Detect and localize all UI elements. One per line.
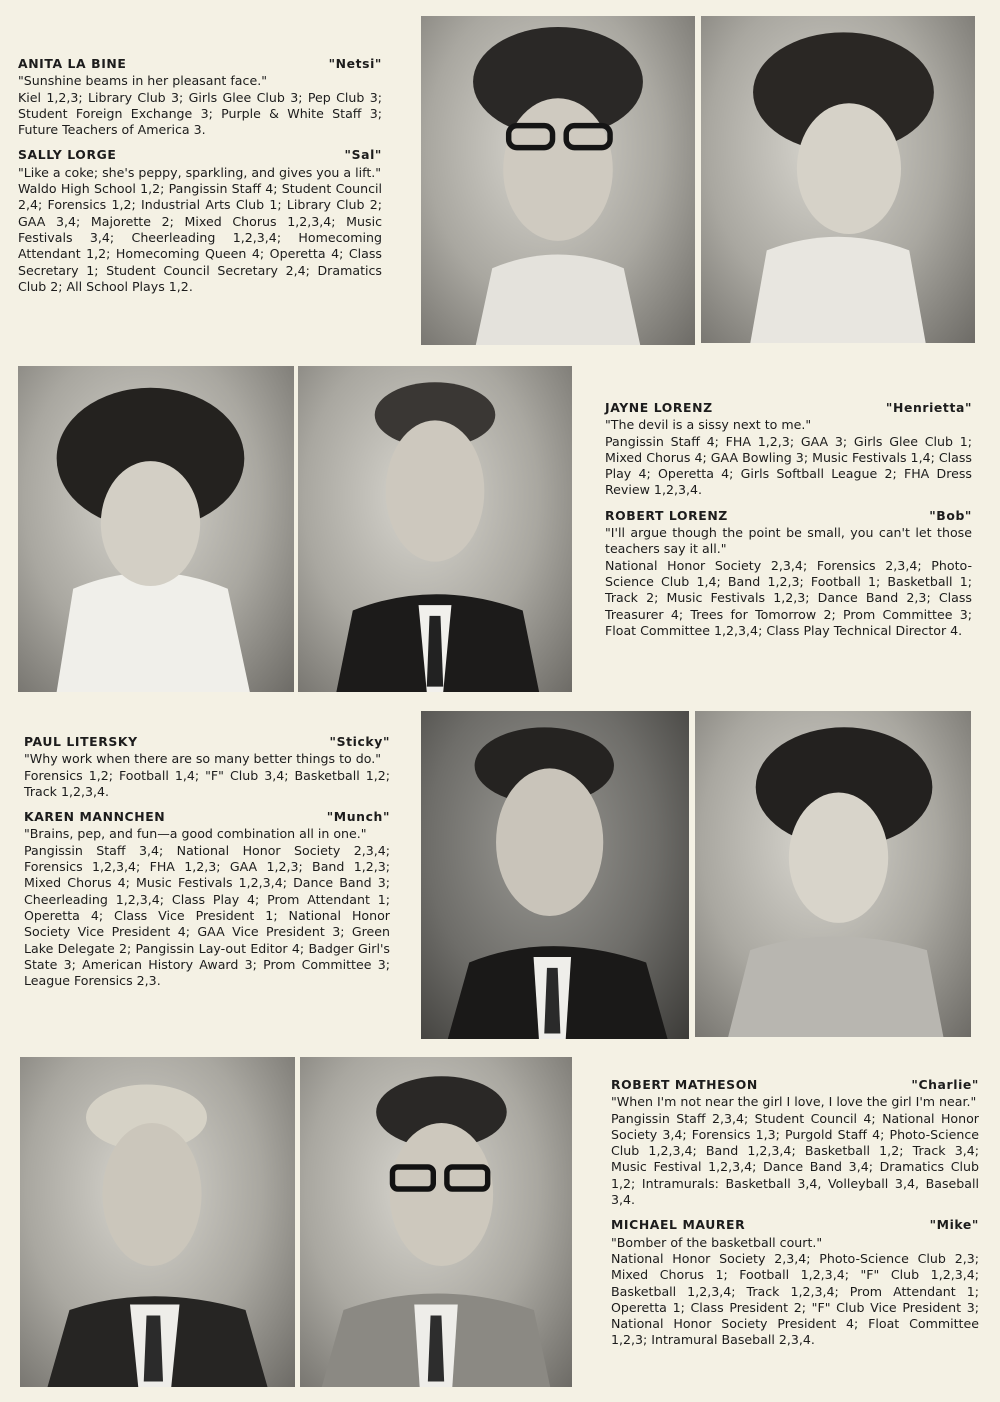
student-activities: Forensics 1,2; Football 1,4; "F" Club 3,4; Basketball 1,2; Track 1,2,3,4. (24, 767, 390, 799)
student-activities: Waldo High School 1,2; Pangissin Staff 4; Student Council 2,4; Forensics 1,2; Industrial Arts Club 1; Library Club 2; GAA 3,4; Majorette 2; Mixed Chorus 1,2,3,4; Music Festivals 3,4; Cheerleading 1,2,3,4; Homecoming Attendant 1,2; Homecoming Queen 4; Operetta 4; Class Secretary 1; Student Council Secretary 2,4; Dramatics Club 2; All School Plays 1,2. (18, 181, 382, 294)
student-entry-robert-matheson (611, 1077, 979, 1208)
student-name: ROBERT LORENZ (605, 507, 728, 523)
student-quote: "When I'm not near the girl I love, I love the girl I'm near." (611, 1094, 977, 1110)
student-nickname: "Munch" (326, 809, 390, 825)
student-activities: Kiel 1,2,3; Library Club 3; Girls Glee Club 3; Pep Club 3; Student Foreign Exchange 3; Purple & White Staff 3; Future Teachers of America 3. (18, 89, 382, 138)
text-block-4 (611, 1077, 979, 1358)
portrait-photo-robert-matheson (20, 1057, 295, 1387)
student-name: PAUL LITERSKY (24, 734, 138, 749)
student-nickname: "Henrietta" (885, 400, 972, 415)
text-block-2 (605, 400, 972, 648)
student-quote: "Brains, pep, and fun—a good combination all in one." (24, 826, 367, 842)
student-activities: Pangissin Staff 4; FHA 1,2,3; GAA 3; Girls Glee Club 1; Mixed Chorus 4; GAA Bowling 3; Music Festivals 1,4; Class Play 4; Operetta 4; Girls Softball League 2; FHA Dress Review 1,2,3,4. (605, 433, 972, 498)
portrait-photo-jayne-lorenz (18, 366, 294, 692)
text-block-3 (24, 734, 390, 998)
student-nickname: "Charlie" (911, 1077, 979, 1092)
student-nickname: "Bob" (929, 507, 972, 523)
student-nickname: "Sticky" (329, 734, 390, 749)
student-quote: "Like a coke; she's peppy, sparkling, and gives you a lift." (18, 164, 382, 180)
student-entry-michael-maurer (611, 1217, 979, 1348)
student-quote: "Sunshine beams in her pleasant face." (18, 73, 267, 89)
portrait-photo-sally-lorge (701, 16, 975, 343)
portrait-photo-paul-litersky (421, 711, 689, 1039)
student-name: MICHAEL MAURER (611, 1217, 746, 1233)
student-name: SALLY LORGE (18, 147, 117, 163)
student-name: KAREN MANNCHEN (24, 809, 166, 825)
student-activities: National Honor Society 2,3,4; Forensics 2,3,4; Photo-Science Club 1,4; Band 1,2,3; Football 1; Basketball 1; Track 2; Music Festivals 1,2,3; Dance Band 2,3; Class Treasurer 4; Trees for Tomorrow 2; Prom Committee 3; Float Committee 1,2,3,4; Class Play Technical Director 4. (605, 557, 972, 638)
student-name: ANITA LA BINE (18, 56, 127, 71)
student-nickname: "Sal" (344, 147, 382, 163)
student-activities: Pangissin Staff 2,3,4; Student Council 4; National Honor Society 3,4; Forensics 1,3; Purgold Staff 4; Photo-Science Club 1,2,3,4; Band 1,2,3,4; Basketball 1,2; Track 3,4; Music Festival 1,2,3,4; Dance Band 3,4; Dramatics Club 1,2; Intramurals: Basketball 3,4, Volleyball 3,4, Baseball 3,4. (611, 1110, 979, 1208)
student-name: JAYNE LORENZ (605, 400, 713, 415)
student-activities: Pangissin Staff 3,4; National Honor Society 2,3,4; Forensics 1,2,3,4; FHA 1,2,3; GAA 1,2,3; Band 1,2,3; Mixed Chorus 4; Music Festivals 1,2,3,4; Dance Band 3; Cheerleading 1,2,3,4; Class Play 4; Prom Attendant 1; Operetta 4; Class Vice President 1; National Honor Society Vice President 4; GAA Vice President 3; Green Lake Delegate 2; Pangissin Lay-out Editor 4; Badger Girl's State 3; American History Award 3; Prom Committee 3; League Forensics 2,3. (24, 842, 390, 989)
student-name: ROBERT MATHESON (611, 1077, 758, 1092)
student-nickname: "Mike" (929, 1217, 979, 1233)
student-entry-karen-mannchen (24, 809, 390, 989)
portrait-photo-karen-mannchen (695, 711, 971, 1037)
student-nickname: "Netsi" (328, 56, 382, 71)
portrait-photo-robert-lorenz (298, 366, 572, 692)
student-entry-robert-lorenz (605, 508, 972, 639)
student-entry-paul-litersky (24, 734, 390, 800)
portrait-photo-anita-la-bine (421, 16, 695, 345)
portrait-photo-michael-maurer (300, 1057, 572, 1387)
student-entry-jayne-lorenz (605, 400, 972, 499)
student-quote: "Bomber of the basketball court." (611, 1234, 823, 1250)
student-quote: "The devil is a sissy next to me." (605, 417, 812, 433)
student-quote: "I'll argue though the point be small, you can't let those teachers say it all." (605, 525, 972, 557)
student-entry-sally-lorge (18, 147, 382, 295)
student-quote: "Why work when there are so many better things to do." (24, 751, 381, 767)
text-block-1 (18, 56, 382, 304)
student-entry-anita-la-bine (18, 56, 382, 138)
student-activities: National Honor Society 2,3,4; Photo-Science Club 2,3; Mixed Chorus 1; Football 1,2,3,4; "F" Club 1,2,3,4; Basketball 1,2,3,4; Track 1,2,3,4; Prom Attendant 1; Operetta 1; Class President 2; "F" Club Vice President 3; National Honor Society President 4; Float Committee 1,2,3; Intramural Baseball 2,3,4. (611, 1250, 979, 1348)
